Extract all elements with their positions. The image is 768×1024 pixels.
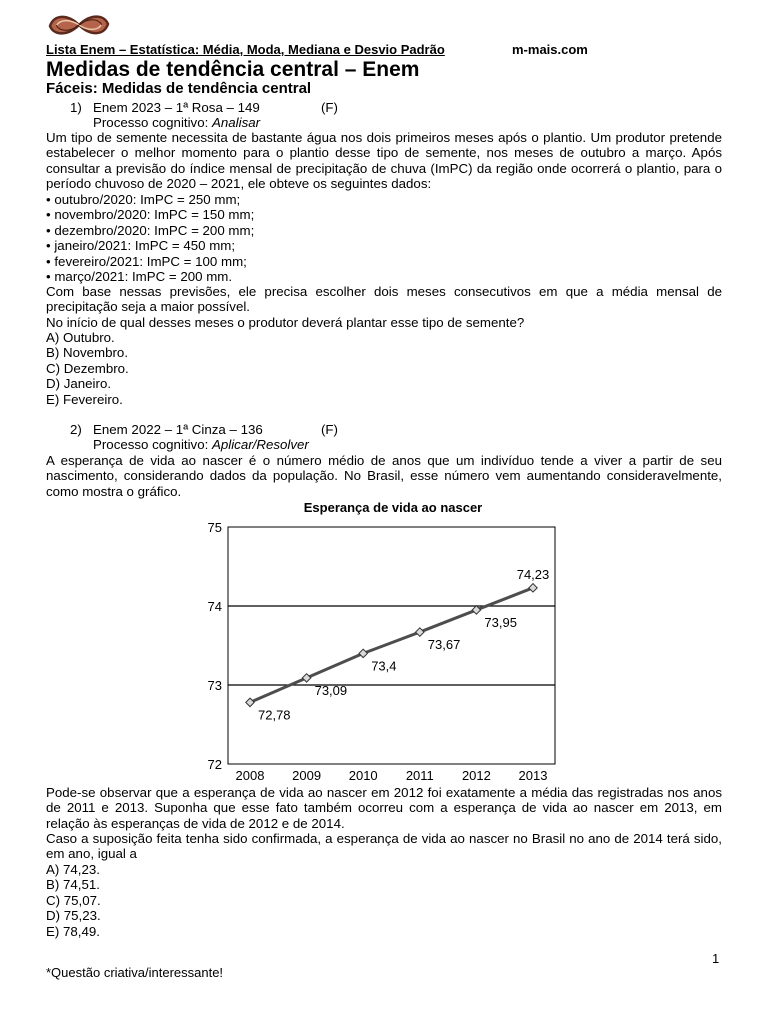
question-1-flag: (F) [321, 100, 338, 115]
data-label: 73,95 [484, 614, 517, 630]
question-1-process: Processo cognitivo: Analisar [93, 115, 261, 130]
data-item: • dezembro/2020: ImPC = 200 mm; [46, 222, 255, 238]
question-1-number: 1) [70, 100, 82, 115]
option-b: B) Novembro. [46, 345, 129, 361]
x-tick-label: 2008 [235, 768, 265, 783]
data-item: • janeiro/2021: ImPC = 450 mm; [46, 238, 236, 254]
page-number: 1 [712, 951, 720, 966]
question-1-data-list [46, 192, 722, 284]
question-1-source: Enem 2023 – 1ª Rosa – 149 [93, 100, 260, 115]
chart-title: Esperança de vida ao nascer [303, 500, 483, 515]
option-e: E) Fevereiro. [46, 391, 123, 407]
option-a: A) Outubro. [46, 330, 115, 345]
x-tick-label: 2013 [518, 768, 548, 783]
question-2-question: Caso a suposição feita tenha sido confirmada, a esperança de vida ao nascer no Brasil no ano de 2014 terá sido, em ano, igual a [46, 831, 722, 862]
question-1-process-value: Analisar [212, 115, 261, 130]
question-1-statement: Um tipo de semente necessita de bastante água nos dois primeiros meses após o plantio. Um produtor pretende estabelecer o melhor momento para o plantio desse tipo de semente, nos meses de outubro a março. Após consultar a previsão do índice mensal de precipitação de chuva (ImPC) da região onde ocorrerá o plantio, para o período chuvoso de 2020 – 2021, ele obteve os seguintes dados: [46, 130, 722, 192]
header-site-link[interactable]: m-mais.com [512, 42, 588, 57]
x-tick-label: 2010 [348, 768, 378, 783]
question-2-number: 2) [70, 422, 82, 437]
page-title: Medidas de tendência central – Enem [46, 58, 420, 81]
option-c: C) Dezembro. [46, 360, 129, 376]
data-point [472, 606, 480, 614]
option-c: C) 75,07. [46, 892, 101, 908]
data-item: • outubro/2020: ImPC = 250 mm; [46, 192, 241, 207]
data-point [302, 674, 310, 682]
data-point [246, 698, 254, 706]
y-tick-label: 72 [207, 757, 222, 772]
section-title: Fáceis: Medidas de tendência central [46, 80, 312, 97]
data-label: 72,78 [258, 707, 291, 723]
data-item: • março/2021: ImPC = 200 mm. [46, 269, 233, 285]
data-label: 73,09 [314, 682, 348, 698]
y-tick-label: 74 [207, 599, 222, 614]
question-2-flag: (F) [321, 422, 338, 437]
y-tick-label: 73 [207, 678, 222, 693]
data-label: 73,4 [371, 658, 397, 674]
x-tick-label: 2009 [292, 768, 322, 783]
plot-area [228, 527, 555, 764]
question-2-process: Processo cognitivo: Aplicar/Resolver [93, 437, 309, 452]
question-2-source: Enem 2022 – 1ª Cinza – 136 [93, 422, 263, 437]
option-a: A) 74,23. [46, 862, 100, 877]
data-point [416, 628, 424, 636]
data-label: 73,67 [427, 637, 461, 653]
data-point [529, 584, 537, 592]
question-1-question: No início de qual desses meses o produtor deverá plantar esse tipo de semente? [46, 315, 525, 330]
option-d: D) Janeiro. [46, 376, 112, 392]
question-2-text: Pode-se observar que a esperança de vida ao nascer em 2012 foi exatamente a média das registradas nos anos de 2011 e 2013. Suponha que esse fato também ocorreu com a esperança de vida ao nascer em 2013, em relação às esperanças de vida de 2012 e de 2014. [46, 785, 722, 831]
question-2-options [46, 862, 722, 939]
data-label: 74,23 [516, 566, 550, 582]
question-2-statement: A esperança de vida ao nascer é o número médio de anos que um indivíduo tende a viver a partir de seu nascimento, considerando dados da população. No Brasil, esse número vem aumentando consideravelmente, como mostra o gráfico. [46, 453, 722, 499]
footer-note: *Questão criativa/interessante! [46, 965, 224, 980]
x-tick-label: 2011 [405, 768, 434, 783]
question-1-header [70, 100, 338, 115]
question-2-process-value: Aplicar/Resolver [212, 437, 309, 452]
y-tick-label: 75 [207, 520, 222, 535]
page-header [46, 42, 596, 57]
option-b: B) 74,51. [46, 877, 100, 893]
data-item: • novembro/2020: ImPC = 150 mm; [46, 207, 255, 223]
data-item: • fevereiro/2021: ImPC = 100 mm; [46, 253, 247, 269]
x-tick-label: 2012 [461, 768, 491, 783]
life-expectancy-chart [195, 497, 565, 787]
logo-icon [46, 10, 112, 40]
header-title: Lista Enem – Estatística: Média, Moda, Mediana e Desvio Padrão [46, 42, 445, 57]
option-d: D) 75,23. [46, 908, 101, 924]
option-e: E) 78,49. [46, 923, 100, 939]
question-1-options [46, 330, 722, 407]
question-1-text: Com base nessas previsões, ele precisa escolher dois meses consecutivos em que a média mensal de precipitação seja a maior possível. [46, 284, 722, 315]
question-2-header [70, 422, 338, 437]
data-point [359, 649, 367, 657]
